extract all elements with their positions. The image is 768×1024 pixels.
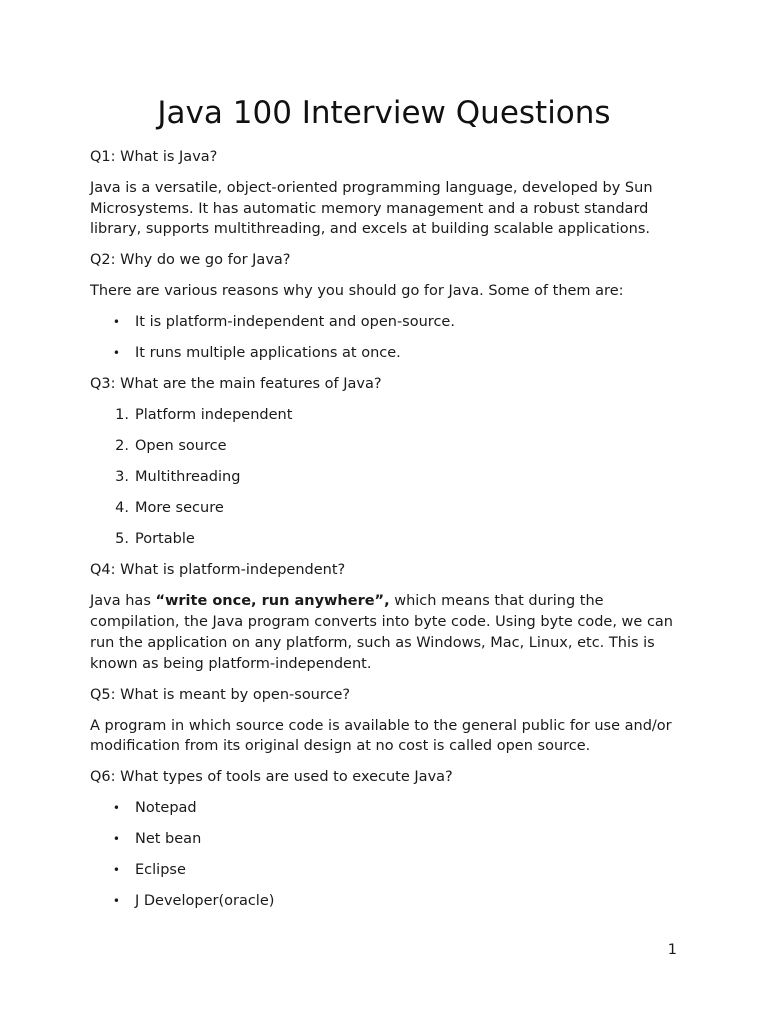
document-body bbox=[90, 147, 690, 922]
list-number: 2. bbox=[115, 438, 129, 455]
bullet-icon: • bbox=[112, 894, 120, 909]
list-item bbox=[90, 343, 690, 364]
list-item-text: Net bean bbox=[135, 831, 202, 848]
list-number: 4. bbox=[115, 500, 129, 517]
question-5: Q5: What is meant by open-source? bbox=[90, 686, 351, 703]
list-item-text: Portable bbox=[135, 531, 195, 548]
list-number: 1. bbox=[115, 407, 129, 424]
page-number: 1 bbox=[667, 942, 677, 958]
list-item bbox=[90, 467, 690, 488]
answer-4 bbox=[90, 591, 690, 674]
bullet-icon: • bbox=[112, 832, 120, 847]
answer-5: A program in which source code is available to the general public for use and/or modification from its original design at no cost is called open source. bbox=[90, 717, 672, 755]
page-title: Java 100 Interview Questions bbox=[157, 95, 611, 131]
answer-2: There are various reasons why you should go for Java. Some of them are: bbox=[90, 283, 624, 300]
list-item bbox=[90, 860, 690, 881]
question-4: Q4: What is platform-independent? bbox=[90, 562, 346, 579]
list-item-text: Eclipse bbox=[135, 862, 186, 879]
list-item-text: Notepad bbox=[135, 800, 197, 817]
list-item bbox=[90, 829, 690, 850]
answer-4-prefix: Java has bbox=[90, 593, 156, 610]
question-1: Q1: What is Java? bbox=[90, 149, 218, 165]
list-number: 5. bbox=[115, 531, 129, 548]
q6-bullet-list bbox=[90, 798, 690, 912]
bullet-icon: • bbox=[112, 801, 120, 816]
question-2: Q2: Why do we go for Java? bbox=[90, 252, 291, 269]
list-item-text: Multithreading bbox=[135, 469, 241, 486]
q3-numbered-list bbox=[90, 405, 690, 550]
answer-1: Java is a versatile, object-oriented programming language, developed by Sun Microsystems. It has automatic memory management and a robust standard library, supports multithreading, and excels at building scalable applications. bbox=[90, 180, 653, 238]
list-item-text: It is platform-independent and open-source. bbox=[135, 314, 455, 331]
answer-4-rest: which means that during the compilation, the Java program converts into byte code. Using byte code, we can run the application on any platform, such as Windows, Mac, Linux, etc. This is known as being platform-independent. bbox=[90, 593, 673, 672]
list-item bbox=[90, 498, 690, 519]
list-item-text: J Developer(oracle) bbox=[135, 893, 275, 910]
list-item-text: It runs multiple applications at once. bbox=[135, 345, 401, 362]
q2-bullet-list bbox=[90, 312, 690, 364]
answer-4-emphasis: “write once, run anywhere”, bbox=[155, 593, 390, 610]
list-item-text: Open source bbox=[135, 438, 227, 455]
list-item-text: Platform independent bbox=[135, 407, 293, 424]
question-3: Q3: What are the main features of Java? bbox=[90, 376, 382, 393]
bullet-icon: • bbox=[112, 863, 120, 878]
list-item bbox=[90, 436, 690, 457]
list-item bbox=[90, 405, 690, 426]
list-item bbox=[90, 798, 690, 819]
question-6: Q6: What types of tools are used to execute Java? bbox=[90, 769, 453, 786]
bullet-icon: • bbox=[112, 315, 120, 330]
bullet-icon: • bbox=[112, 346, 120, 361]
list-item bbox=[90, 891, 690, 912]
list-item-text: More secure bbox=[135, 500, 224, 517]
list-item bbox=[90, 529, 690, 550]
list-item bbox=[90, 312, 690, 333]
list-number: 3. bbox=[115, 469, 129, 486]
